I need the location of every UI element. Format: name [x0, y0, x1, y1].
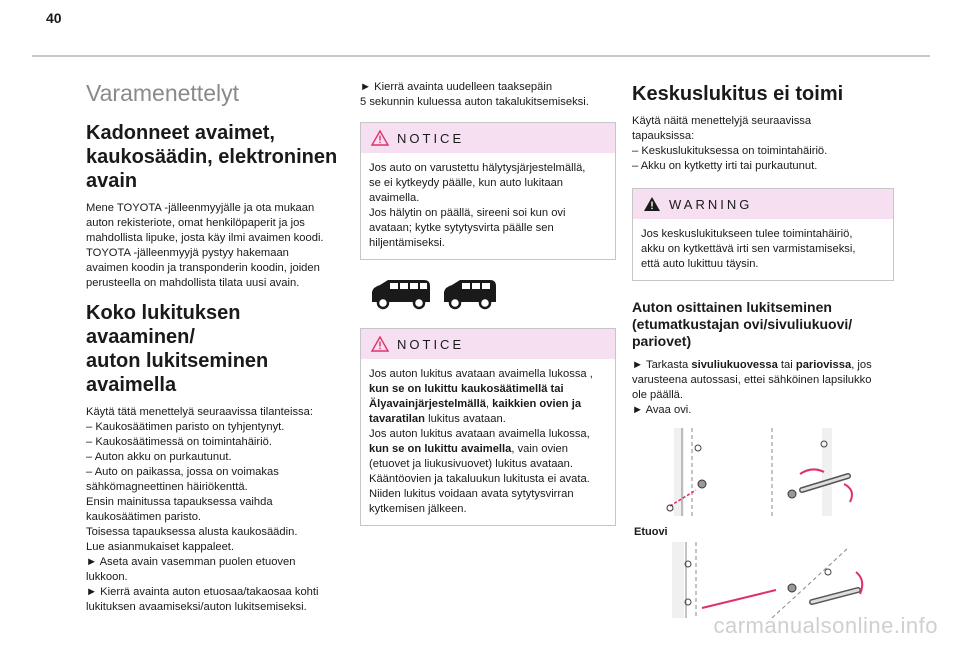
- warning-body: Jos keskuslukitukseen tulee toimintahäiriö, akku on kytkettävä irti sen varmistamiseksi, että auto lukittuu täysin.: [641, 228, 856, 270]
- column-right: [632, 80, 894, 618]
- notice-box-alarm: [360, 122, 616, 260]
- column-left: [86, 80, 348, 615]
- watermark: carmanualsonline.info: [713, 613, 938, 638]
- heading-partial-locking: Auton osittainen lukitseminen (etumatkustajan ovi/sivuliukuovi/ pariovet): [632, 299, 853, 349]
- page-number: 40: [46, 10, 62, 26]
- warning-title: WARNING: [669, 196, 753, 212]
- para-partial-locking: ► Tarkasta sivuliukuovessa tai pariovissa, jos varusteena autossasi, ettei sähköinen lapsilukko ole päällä. ► Avaa ovi.: [632, 359, 872, 416]
- warning-filled-icon: [643, 196, 661, 212]
- notice-header: [361, 329, 615, 359]
- notice-box-unlock: [360, 328, 616, 526]
- column-middle: [360, 80, 616, 526]
- warning-triangle-icon: [371, 336, 389, 352]
- notice-title: NOTICE: [397, 130, 465, 146]
- side-door-lock-illustration: [652, 542, 882, 618]
- warning-header: [633, 189, 893, 219]
- notice-body: Jos auto on varustettu hälytysjärjestelmällä, se ei kytkeydy päälle, kun auto lukitaan avaimella. Jos hälytin on päällä, sireeni soi kun ovi avataan; kytke sytytysvirta päälle sen hiljentämiseksi.: [369, 162, 586, 249]
- front-door-lock-illustration: [652, 428, 882, 518]
- notice-header: [361, 123, 615, 153]
- notice-body: Jos auton lukitus avataan avaimella lukossa , kun se on lukittu kaukosäätimellä tai Älyavainjärjestelmällä, kaikkien ovien ja tavaratilan lukitus avataan. Jos auton lukitus avataan avaimella lukossa, kun se on lukittu avaimella, vain ovien (etuovet ja liukusivuovet) lukitus avataan. Kääntöovien ja takaluukun lukitusta ei avata. Niiden lukitus voidaan avata sytytysvirran kytkemisen jälkeen.: [369, 368, 593, 515]
- vehicle-icons: [360, 272, 616, 316]
- para-key-locking: Käytä tätä menettelyä seuraavissa tilanteissa: – Kaukosäätimen paristo on tyhjentynyt. – Kaukosäätimessä on toimintahäiriö. – Auton akku on purkautunut. – Auto on paikassa, jossa on voimakas sähkömagneettinen häiriökenttä. Ensin mainitussa tapauksessa vaihda kaukosäätimen paristo. Toisessa tapauksessa alusta kaukosäädin. Lue asianmukaiset kappaleet. ► Aseta avain vasemman puolen etuoven lukkoon. ► Kierrä avainta auton etuosaa/takaosaa kohti lukituksen avaamiseksi/auton lukitsemiseksi.: [86, 406, 319, 613]
- para-central-locking: Käytä näitä menettelyjä seuraavissa tapauksissa: – Keskuslukituksessa on toimintahäiriö. – Akku on kytketty irti tai purkautunut.: [632, 115, 828, 172]
- section-title: Varamenettelyt: [86, 80, 239, 106]
- van-long-icon: [368, 276, 434, 312]
- heading-central-locking: Keskuslukitus ei toimi: [632, 83, 844, 105]
- figure-label-front-door: Etuovi: [634, 526, 668, 538]
- notice-title: NOTICE: [397, 336, 465, 352]
- para-lost-keys: Mene TOYOTA -jälleenmyyjälle ja ota mukaan auton rekisteriote, omat henkilöpaperit ja jos mahdollista lipuke, josta käy ilmi avaimen koodi. TOYOTA -jälleenmyyjä pystyy hakemaan avaimen koodin ja transponderin koodin, joiden perusteella on mahdollista tilata uusi avain.: [86, 202, 324, 289]
- van-short-icon: [440, 276, 500, 312]
- para-turn-back: ► Kierrä avainta uudelleen taaksepäin 5 sekunnin kuluessa auton takalukitsemiseksi.: [360, 81, 589, 108]
- heading-key-locking: Koko lukituksen avaaminen/ auton lukitseminen avaimella: [86, 302, 269, 396]
- door-lock-illustrations: [632, 428, 894, 618]
- top-rule: [32, 55, 930, 57]
- warning-box: [632, 188, 894, 281]
- warning-triangle-icon: [371, 130, 389, 146]
- heading-lost-keys: Kadonneet avaimet, kaukosäädin, elektroninen avain: [86, 122, 338, 192]
